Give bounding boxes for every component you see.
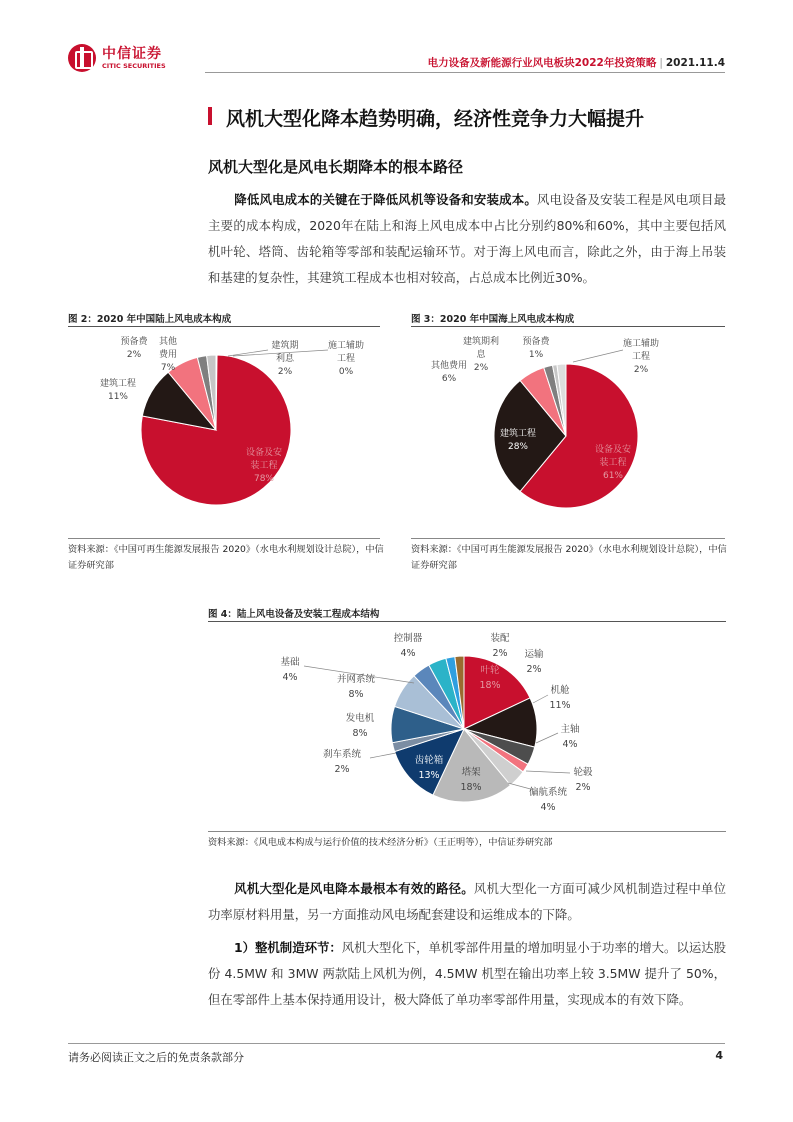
figure-4-top-rule: [208, 621, 726, 622]
pie-category-label: 偏航系统: [528, 787, 568, 798]
pie-value-label: 2%: [473, 363, 489, 373]
header-divider: [205, 72, 725, 73]
figure-2-source: 资料来源：《中国可再生能源发展报告 2020》（水电水利规划设计总院），中信证券研究部: [68, 544, 384, 571]
figure-3-caption: 图 3：2020 年中国海上风电成本构成: [411, 314, 575, 325]
paragraph-1: [208, 187, 726, 291]
pie-category-label: 工程: [631, 352, 651, 362]
paragraph-1-bold: 降低风电成本的关键在于降低风机等设备和安装成本。: [234, 192, 537, 207]
pie-value-label: 4%: [400, 648, 416, 659]
pie-category-label: 轮毂: [573, 767, 593, 778]
pie-category-label: 机舱: [550, 685, 570, 696]
paragraph-3-text: 风机大型化下，单机零部件用量的增加明显小于功率的增大。以运达股份 4.5MW 和 3MW 两款陆上风机为例，4.5MW 机型在输出功率上较 3.5MW 提升了 50%，但在零部件上基本保持通用设计，极大降低了单功率零部件用量，实现成本的有效下降。: [208, 940, 726, 1007]
pie-value-label: 18%: [479, 680, 501, 691]
footer-divider: [68, 1043, 725, 1044]
figure-4-caption: 图 4：陆上风电设备及安装工程成本结构: [208, 609, 380, 620]
pie-category-label: 刹车系统: [322, 749, 362, 760]
pie-value-label: 11%: [549, 700, 571, 711]
pie-category-label: 预备费: [120, 337, 148, 347]
page-number: 4: [715, 1049, 723, 1062]
pie-category-label: 建筑期利: [462, 337, 500, 347]
pie-value-label: 2%: [492, 648, 508, 659]
leader-line: [536, 733, 558, 743]
pie-category-label: 发电机: [345, 713, 375, 724]
citic-logo-icon: [68, 44, 96, 72]
pie-category-label: 预备费: [522, 337, 550, 347]
paragraph-3: [208, 935, 726, 1013]
figure-2-caption: 图 2：2020 年中国陆上风电成本构成: [68, 314, 232, 325]
pie-value-label: 2%: [575, 782, 591, 793]
pie-value-label: 1%: [528, 350, 544, 360]
pie-value-label: 2%: [526, 664, 542, 675]
pie-value-label: 6%: [441, 374, 457, 384]
figure-3-top-rule: [411, 326, 725, 327]
pie-category-label: 塔架: [461, 767, 481, 778]
section-title: 风机大型化降本趋势明确，经济性竞争力大幅提升: [226, 108, 645, 130]
pie-value-label: 2%: [126, 350, 142, 360]
pie-category-label: 其他费用: [430, 361, 468, 371]
pie-category-label: 费用: [158, 350, 178, 360]
pie-value-label: 78%: [253, 474, 275, 484]
pie-value-label: 28%: [507, 442, 529, 452]
figure-2-bottom-rule: [68, 538, 380, 539]
pie-value-label: 4%: [282, 672, 298, 683]
pie-category-label: 并网系统: [336, 674, 376, 685]
pie-category-label: 设备及安: [245, 448, 283, 458]
leader-line: [370, 753, 396, 758]
pie-category-label: 装工程: [250, 461, 278, 471]
pie-category-label: 齿轮箱: [414, 755, 444, 766]
sub-title: 风机大型化是风电长期降本的根本路径: [208, 158, 464, 176]
pie-category-label: 设备及安: [594, 445, 632, 455]
pie-category-label: 基础: [280, 657, 300, 668]
pie-value-label: 7%: [160, 363, 176, 373]
logo-cn: 中信证券: [102, 45, 162, 62]
paragraph-2: [208, 876, 726, 928]
figure-4-source: 资料来源：《风电成本构成与运行价值的技术经济分析》（王正明等），中信证券研究部: [208, 837, 553, 848]
pie-category-label: 建筑期: [271, 341, 299, 351]
leader-line: [533, 695, 548, 703]
paragraph-2-text: 风机大型化一方面可减少风机制造过程中单位功率原材料用量，另一方面推动风电场配套建设和运维成本的下降。: [208, 881, 727, 922]
report-date: 2021.11.4: [665, 57, 725, 69]
pie-category-label: 利息: [275, 354, 295, 364]
pie-value-label: 8%: [348, 689, 364, 700]
land-cost-pie-chart: [68, 328, 380, 536]
equipment-cost-pie-chart: [208, 623, 726, 828]
pie-category-label: 息: [476, 350, 486, 360]
pie-category-label: 装工程: [599, 458, 627, 468]
pie-value-label: 4%: [562, 739, 578, 750]
sea-cost-pie-chart: [411, 328, 725, 536]
pie-value-label: 8%: [352, 728, 368, 739]
figure-3-source: 资料来源：《中国可再生能源发展报告 2020》（水电水利规划设计总院），中信证券研究部: [411, 544, 727, 571]
leader-line: [573, 350, 623, 362]
paragraph-1-text: 风电设备及安装工程是风电项目最主要的成本构成，2020年在陆上和海上风电成本中占比分别约80%和60%，其中主要包括风机叶轮、塔筒、齿轮箱等零部和装配运输环节。对于海上风电而言，除此之外，由于海上吊装和基建的复杂性，其建筑工程成本也相对较高，占总成本比例近30%。: [208, 192, 727, 285]
pie-category-label: 施工辅助: [622, 339, 660, 349]
pie-value-label: 0%: [338, 367, 354, 377]
pie-category-label: 建筑工程: [499, 429, 537, 439]
pie-value-label: 2%: [633, 365, 649, 375]
pie-category-label: 装配: [490, 633, 510, 644]
pie-value-label: 61%: [602, 471, 624, 481]
section-marker: [208, 107, 212, 125]
figure-2-top-rule: [68, 326, 380, 327]
leader-line: [526, 771, 570, 773]
pie-value-label: 4%: [540, 802, 556, 813]
pie-category-label: 其他: [158, 337, 178, 347]
pie-value-label: 2%: [334, 764, 350, 775]
logo-en: CITIC SECURITIES: [102, 61, 166, 70]
pie-category-label: 运输: [524, 649, 544, 660]
pie-value-label: 2%: [277, 367, 293, 377]
pie-category-label: 建筑工程: [99, 379, 137, 389]
pie-category-label: 主轴: [560, 724, 580, 735]
pie-value-label: 13%: [418, 770, 440, 781]
pie-category-label: 控制器: [393, 633, 423, 644]
footer-disclaimer: 请务必阅读正文之后的免责条款部分: [68, 1051, 244, 1064]
pie-category-label: 工程: [336, 354, 356, 364]
figure-4-bottom-rule: [208, 831, 726, 832]
paragraph-2-bold: 风机大型化是风电降本最根本有效的路径。: [234, 881, 474, 896]
report-header: 电力设备及新能源行业风电板块2022年投资策略 | 2021.11.4: [427, 57, 725, 69]
pie-value-label: 11%: [107, 392, 129, 402]
paragraph-3-bold: 1）整机制造环节：: [234, 940, 342, 955]
report-title: 电力设备及新能源行业风电板块2022年投资策略: [427, 57, 657, 69]
company-logo: [68, 43, 188, 73]
figure-3-bottom-rule: [411, 538, 725, 539]
pie-category-label: 施工辅助: [327, 341, 365, 351]
pie-category-label: 叶轮: [480, 665, 500, 676]
pie-value-label: 18%: [460, 782, 482, 793]
